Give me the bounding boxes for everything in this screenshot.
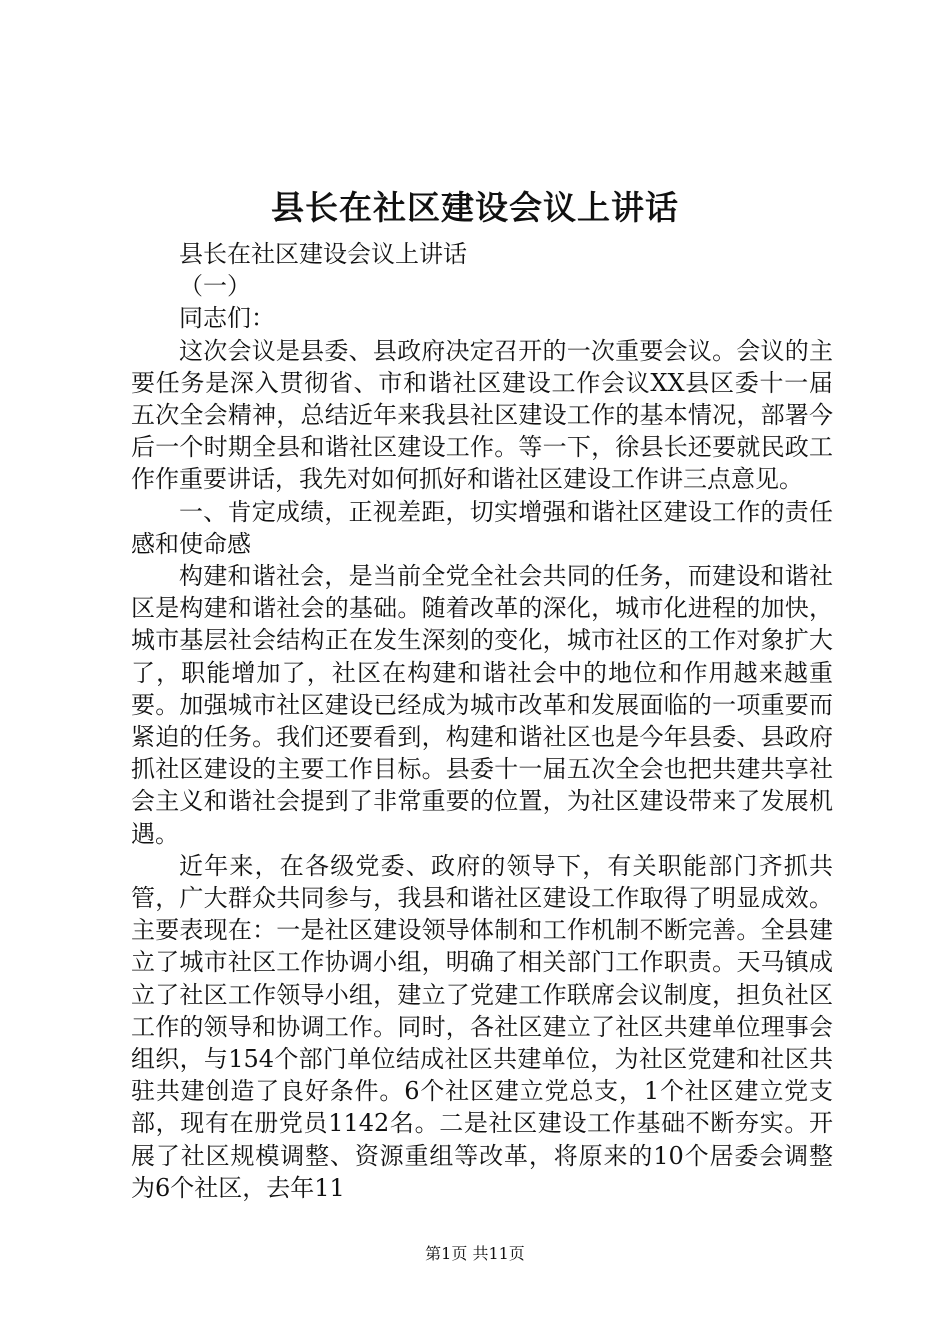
page-number-footer: 第1页 共11页 bbox=[425, 1244, 525, 1263]
document-body bbox=[131, 238, 833, 1204]
paragraph-salutation: 同志们： bbox=[179, 304, 275, 333]
paragraph-achievements: 近年来，在各级党委、政府的领导下，有关职能部门齐抓共管，广大群众共同参与，我县和谐社区建设工作取得了明显成效。主要表现在：一是社区建设领导体制和工作机制不断完善。全县建立了城市社区工作协调小组，明确了相关部门工作职责。天马镇成立了社区工作领导小组，建立了党建工作联席会议制度，担负社区工作的领导和协调工作。同时，各社区建立了社区共建单位理事会组织，与154个部门单位结成社区共建单位，为社区党建和社区共驻共建创造了良好条件。6个社区建立党总支，1个社区建立党支部，现有在册党员1142名。二是社区建设工作基础不断夯实。开展了社区规模调整、资源重组等改革，将原来的10个居委会调整为6个社区，去年11 bbox=[131, 851, 833, 1202]
paragraph-section-marker: （一） bbox=[179, 272, 251, 301]
paragraph-intro: 这次会议是县委、县政府决定召开的一次重要会议。会议的主要任务是深入贯彻省、市和谐社区建设工作会议XX县区委十一届五次全会精神，总结近年来我县社区建设工作的基本情况，部署今后一个时期全县和谐社区建设工作。等一下，徐县长还要就民政工作作重要讲话，我先对如何抓好和谐社区建设工作讲三点意见。 bbox=[131, 336, 833, 494]
document-title: 县长在社区建设会议上讲话 bbox=[271, 188, 679, 227]
paragraph-subtitle: 县长在社区建设会议上讲话 bbox=[179, 240, 467, 268]
paragraph-heading-one: 一、肯定成绩，正视差距，切实增强和谐社区建设工作的责任感和使命感 bbox=[131, 497, 833, 558]
paragraph-harmony-society: 构建和谐社会，是当前全党全社会共同的任务，而建设和谐社区是构建和谐社会的基础。随着改革的深化，城市化进程的加快，城市基层社会结构正在发生深刻的变化，城市社区的工作对象扩大了，职能增加了，社区在构建和谐社会中的地位和作用越来越重要。加强城市社区建设已经成为城市改革和发展面临的一项重要而紧迫的任务。我们还要看到，构建和谐社区也是今年县委、县政府抓社区建设的主要工作目标。县委十一届五次全会也把共建共享社会主义和谐社会提到了非常重要的位置，为社区建设带来了发展机遇。 bbox=[131, 562, 833, 848]
